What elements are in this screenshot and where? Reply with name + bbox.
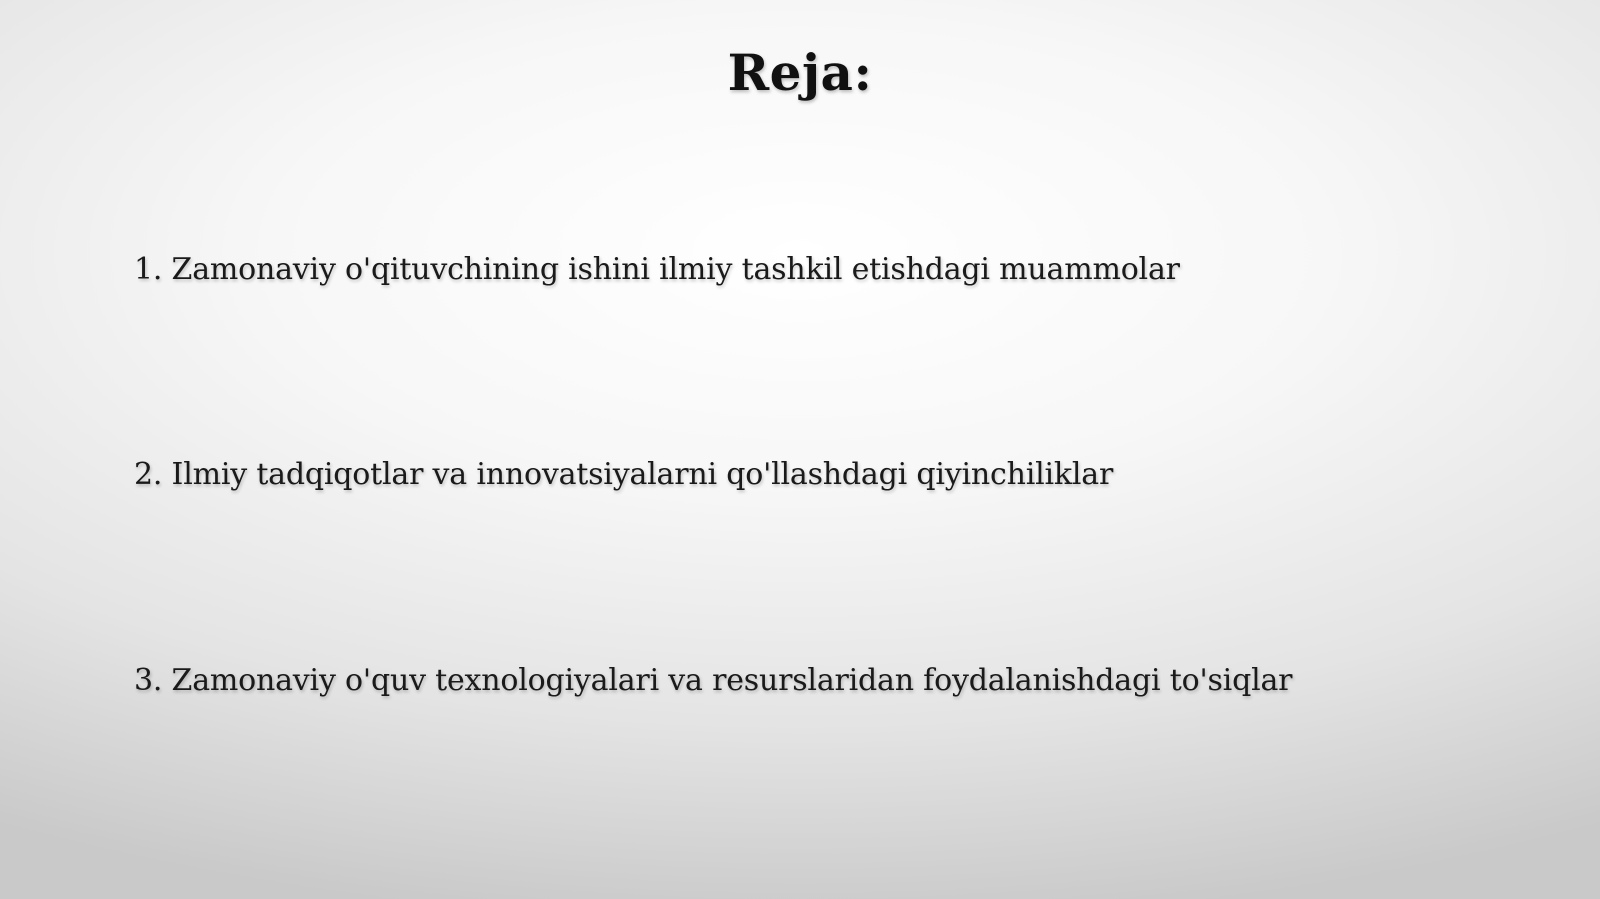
plan-item-3: 3. Zamonaviy o'quv texnologiyalari va resurslaridan foydalanishdagi to'siqlar [134, 663, 1293, 698]
slide-title: Reja: [727, 43, 873, 102]
plan-item-1: 1. Zamonaviy o'qituvchining ishini ilmiy tashkil etishdagi muammolar [134, 252, 1180, 287]
plan-item-2: 2. Ilmiy tadqiqotlar va innovatsiyalarni qo'llashdagi qiyinchiliklar [134, 457, 1114, 492]
